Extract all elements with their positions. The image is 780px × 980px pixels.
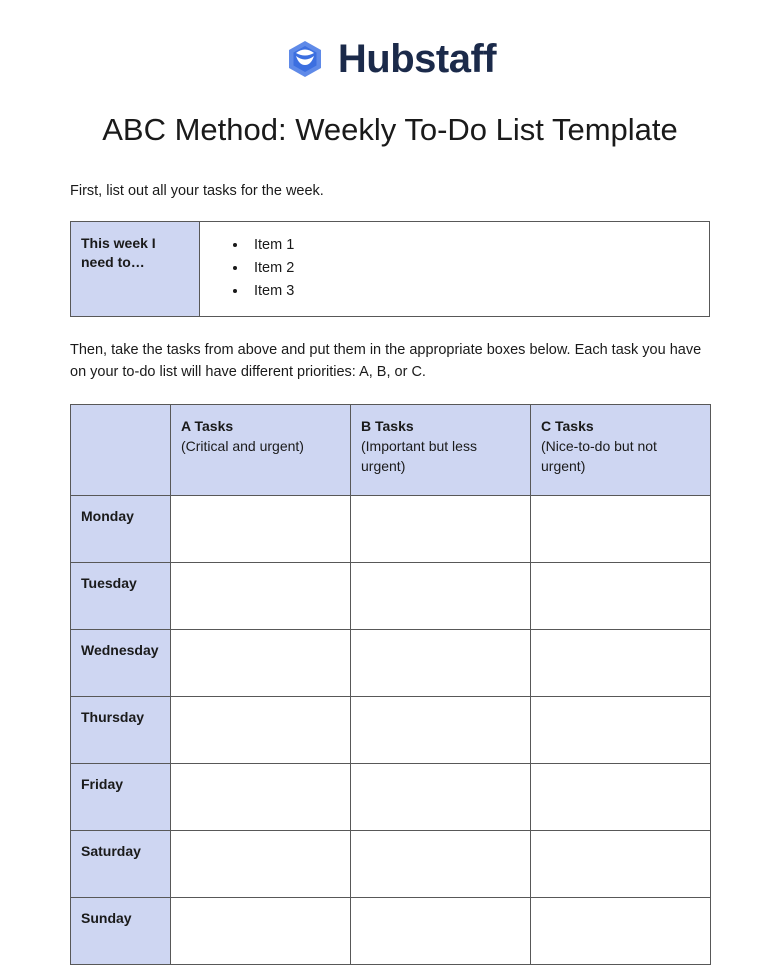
column-title: A Tasks [181, 417, 234, 434]
weekly-tasks-table [70, 221, 710, 317]
cell-tuesday-b[interactable] [351, 562, 531, 629]
cell-saturday-a[interactable] [171, 830, 351, 897]
cell-thursday-a[interactable] [171, 696, 351, 763]
brand-name: Hubstaff [337, 37, 497, 81]
cell-tuesday-c[interactable] [531, 562, 711, 629]
column-header-b-tasks [351, 404, 531, 495]
table-row [71, 696, 711, 763]
table-row [71, 629, 711, 696]
day-label-monday: Monday [71, 495, 171, 562]
table-row [71, 763, 711, 830]
grid-corner-cell [71, 404, 171, 495]
column-header-c-tasks [531, 404, 711, 495]
document-body [70, 154, 710, 964]
table-row [71, 495, 711, 562]
table-row [71, 830, 711, 897]
cell-wednesday-b[interactable] [351, 629, 531, 696]
table-row [71, 562, 711, 629]
cell-monday-a[interactable] [171, 495, 351, 562]
day-label-wednesday: Wednesday [71, 629, 171, 696]
cell-sunday-c[interactable] [531, 897, 711, 964]
cell-saturday-b[interactable] [351, 830, 531, 897]
tasks-header-label: This week I need to… [71, 221, 200, 316]
cell-tuesday-a[interactable] [171, 562, 351, 629]
list-item: • Item 3 [248, 280, 699, 303]
cell-monday-b[interactable] [351, 495, 531, 562]
cell-monday-c[interactable] [531, 495, 711, 562]
cell-wednesday-a[interactable] [171, 629, 351, 696]
list-item: • Item 2 [248, 257, 699, 280]
cell-sunday-b[interactable] [351, 897, 531, 964]
cell-sunday-a[interactable] [171, 897, 351, 964]
tasks-item-list [210, 234, 699, 304]
day-label-friday: Friday [71, 763, 171, 830]
cell-friday-a[interactable] [171, 763, 351, 830]
column-subtitle: (Nice-to-do but not urgent) [541, 437, 657, 474]
day-label-tuesday: Tuesday [71, 562, 171, 629]
cell-friday-c[interactable] [531, 763, 711, 830]
column-header-a-tasks [171, 404, 351, 495]
day-label-sunday: Sunday [71, 897, 171, 964]
cell-thursday-c[interactable] [531, 696, 711, 763]
table-row [71, 897, 711, 964]
day-label-thursday: Thursday [71, 696, 171, 763]
cell-friday-b[interactable] [351, 763, 531, 830]
tasks-items-cell[interactable] [200, 221, 710, 316]
list-item: • Item 1 [248, 234, 699, 257]
column-subtitle: (Critical and urgent) [181, 437, 304, 454]
page-title: ABC Method: Weekly To-Do List Template [102, 112, 678, 147]
brand-logo [0, 0, 780, 80]
table-row [71, 221, 710, 316]
column-subtitle: (Important but less urgent) [361, 437, 477, 474]
hubstaff-logo-icon [284, 38, 326, 80]
day-label-saturday: Saturday [71, 830, 171, 897]
cell-saturday-c[interactable] [531, 830, 711, 897]
grid-header-row [71, 404, 711, 495]
intro-paragraph: First, list out all your tasks for the week. [70, 183, 324, 200]
column-title: B Tasks [361, 417, 414, 434]
cell-thursday-b[interactable] [351, 696, 531, 763]
column-title: C Tasks [541, 417, 594, 434]
abc-priority-grid [70, 404, 711, 965]
cell-wednesday-c[interactable] [531, 629, 711, 696]
instruction-paragraph: Then, take the tasks from above and put them in the appropriate boxes below. Each task you have on your to-do list will have different priorities: A, B, or C. [70, 341, 702, 381]
